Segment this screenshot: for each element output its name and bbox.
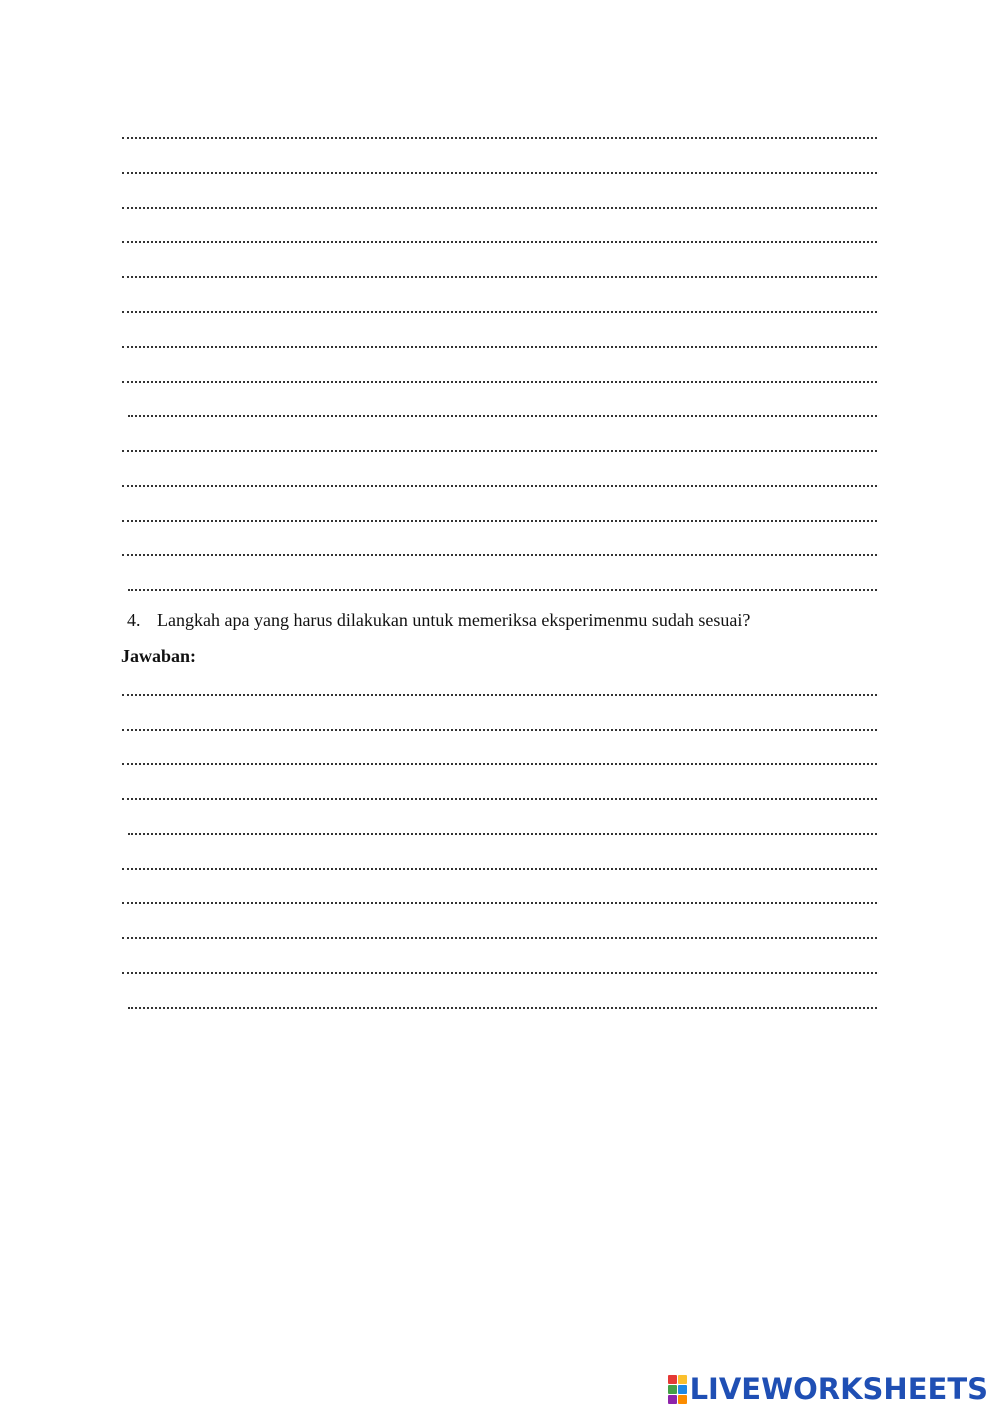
answer-line[interactable] [128, 405, 877, 417]
question-number: 4. [127, 610, 141, 630]
question-4 [127, 609, 750, 631]
liveworksheets-brand [668, 1372, 988, 1406]
answer-line[interactable] [122, 197, 877, 209]
answer-line[interactable] [122, 371, 877, 383]
answer-line[interactable] [122, 440, 877, 452]
brand-name: LIVEWORKSHEETS [689, 1372, 988, 1406]
answer-label: Jawaban: [121, 646, 197, 666]
answer-line[interactable] [122, 719, 877, 731]
answer-line[interactable] [122, 301, 877, 313]
answer-line[interactable] [128, 997, 877, 1009]
answer-line[interactable] [122, 336, 877, 348]
answer-line[interactable] [122, 231, 877, 243]
answer-line[interactable] [122, 510, 877, 522]
answer-line[interactable] [122, 544, 877, 556]
answer-line[interactable] [122, 858, 877, 870]
answer-line[interactable] [122, 927, 877, 939]
answer-line[interactable] [122, 788, 877, 800]
question-text: Langkah apa yang harus dilakukan untuk memeriksa eksperimenmu sudah sesuai? [157, 610, 751, 630]
answer-line[interactable] [122, 127, 877, 139]
answer-line[interactable] [122, 753, 877, 765]
liveworksheets-logo-icon [668, 1375, 687, 1404]
answer-line[interactable] [122, 266, 877, 278]
answer-line[interactable] [122, 162, 877, 174]
answer-line[interactable] [122, 892, 877, 904]
answer-line[interactable] [128, 579, 877, 591]
answer-line[interactable] [128, 823, 877, 835]
answer-line[interactable] [122, 684, 877, 696]
answer-line[interactable] [122, 962, 877, 974]
answer-line[interactable] [122, 475, 877, 487]
